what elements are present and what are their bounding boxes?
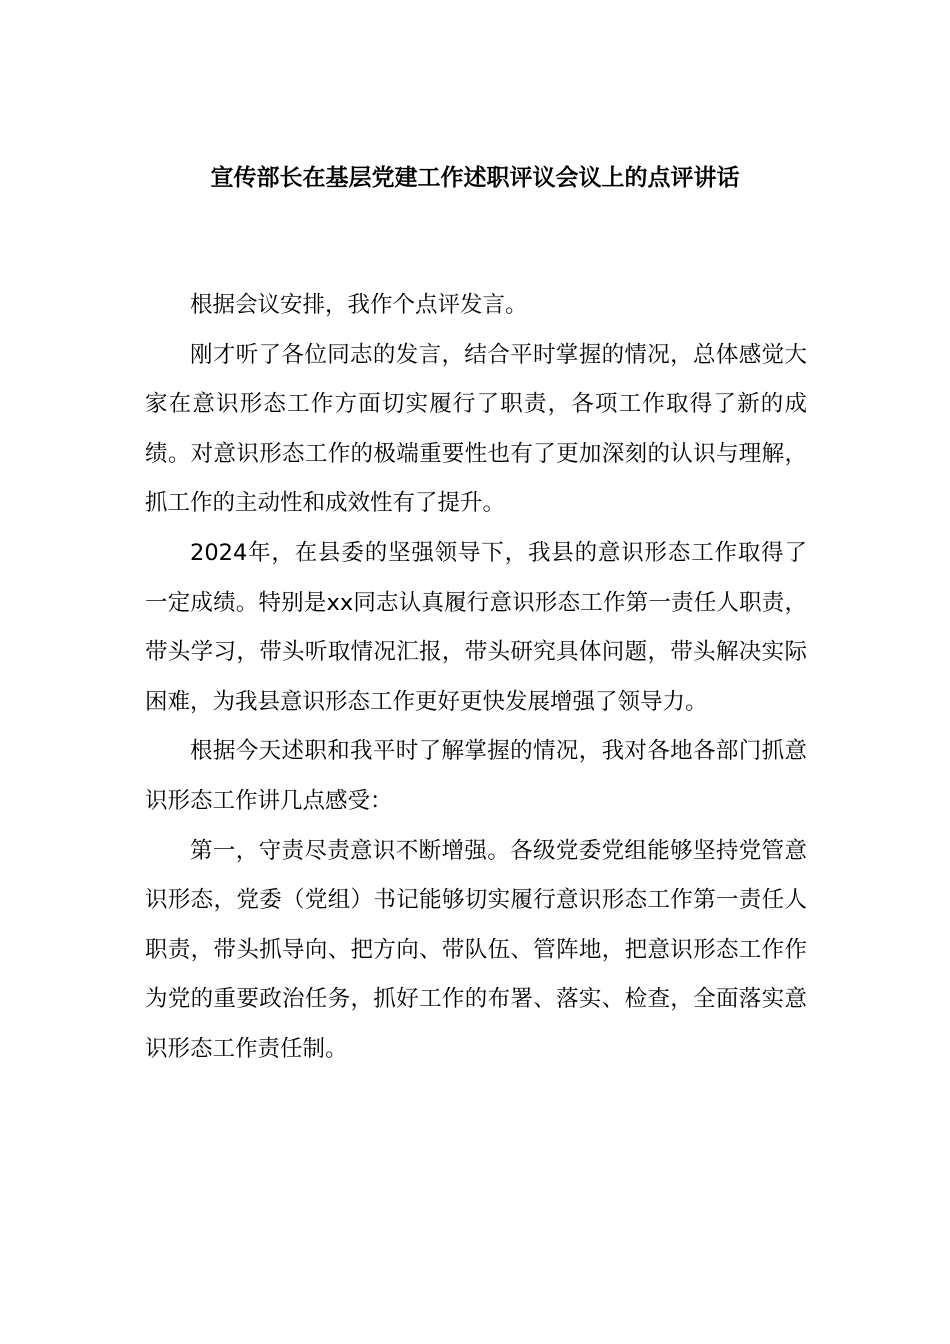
paragraph-4: 根据今天述职和我平时了解掌握的情况，我对各地各部门抓意识形态工作讲几点感受：: [145, 738, 807, 814]
paragraph-2: 刚才听了各位同志的发言，结合平时掌握的情况，总体感觉大家在意识形态工作方面切实履行了职责，各项工作取得了新的成绩。对意识形态工作的极端重要性也有了更加深刻的认识与理解，抓工作的主动性和成效性有了提升。: [145, 341, 807, 517]
paragraph-5: 第一，守责尽责意识不断增强。各级党委党组能够坚持党管意识形态，党委（党组）书记能够切实履行意识形态工作第一责任人职责，带头抓导向、把方向、带队伍、管阵地，把意识形态工作作为党的重要政治任务，抓好工作的布署、落实、检查，全面落实意识形态工作责任制。: [145, 837, 807, 1062]
document-title: 宣传部长在基层党建工作述职评议会议上的点评讲话: [210, 165, 740, 191]
paragraph-3: 2024年，在县委的坚强领导下，我县的意识形态工作取得了一定成绩。特别是xx同志认真履行意识形态工作第一责任人职责，带头学习，带头听取情况汇报，带头研究具体问题，带头解决实际困难，为我县意识形态工作更好更快发展增强了领导力。: [145, 539, 807, 715]
paragraph-1: 根据会议安排，我作个点评发言。: [190, 292, 528, 318]
document-body: [145, 281, 807, 1075]
